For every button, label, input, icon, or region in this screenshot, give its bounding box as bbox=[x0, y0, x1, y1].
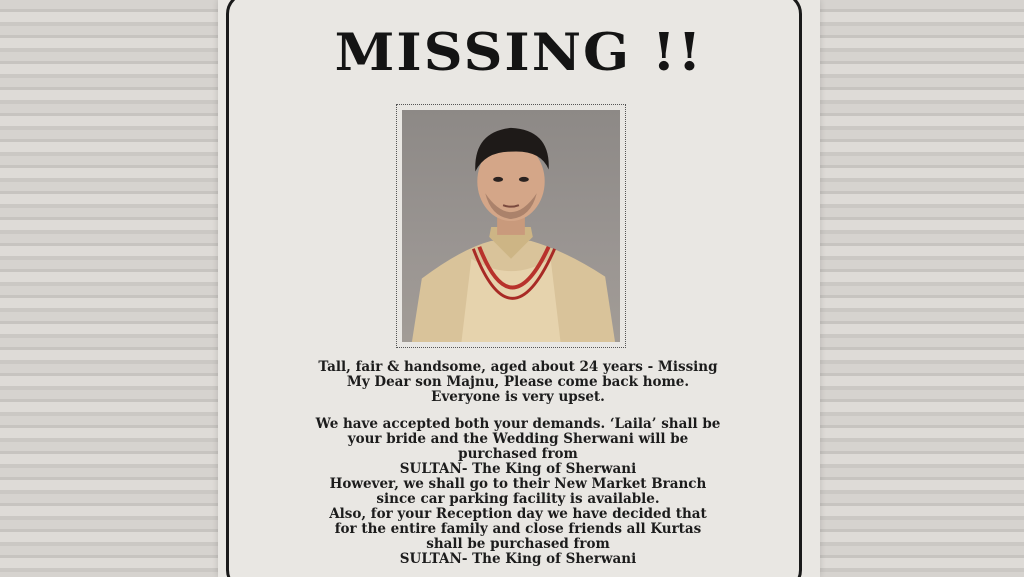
text-line: Also, for your Reception day we have decided that bbox=[329, 506, 707, 522]
newspaper-ad bbox=[218, 0, 820, 577]
brand-line: SULTAN- The King of Sherwani bbox=[399, 461, 637, 477]
message-paragraph bbox=[258, 417, 778, 567]
text-line: for the entire family and close friends all Kurtas bbox=[334, 521, 702, 537]
headline: MISSING !! bbox=[334, 21, 704, 83]
text-line: since car parking facility is available. bbox=[376, 491, 660, 507]
portrait-illustration bbox=[402, 110, 620, 342]
text-line: My Dear son Majnu, Please come back home. bbox=[346, 374, 690, 390]
text-line: shall be purchased from bbox=[426, 536, 610, 552]
text-line: However, we shall go to their New Market Branch bbox=[329, 476, 707, 492]
portrait-photo bbox=[402, 110, 620, 342]
text-line: Everyone is very upset. bbox=[431, 389, 605, 405]
text-line: purchased from bbox=[458, 446, 578, 462]
brand-line: SULTAN- The King of Sherwani bbox=[399, 551, 637, 567]
description-paragraph bbox=[258, 360, 778, 405]
photo-frame bbox=[396, 104, 626, 348]
text-line: We have accepted both your demands. ‘Laila’ shall be bbox=[315, 416, 721, 432]
text-line: your bride and the Wedding Sherwani will be bbox=[347, 431, 689, 447]
text-line: Tall, fair & handsome, aged about 24 years - Missing bbox=[318, 359, 718, 375]
